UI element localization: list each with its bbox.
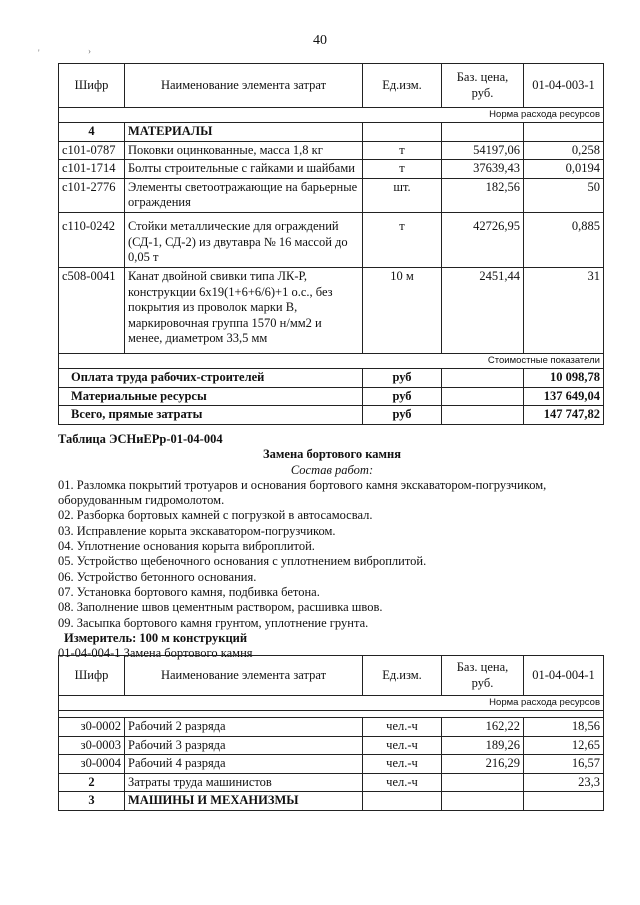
work-item: 09. Засыпка бортового камня грунтом, уплотнение грунта. [58,615,369,630]
row-norm: 31 [524,267,604,353]
row-norm: 18,56 [524,717,604,736]
row-price: 42726,95 [442,213,524,268]
norm-row [59,696,604,711]
row-unit: т [363,213,442,268]
header-name: Наименование элемента затрат [125,656,363,696]
row-unit: т [363,160,442,179]
rate-subtitle: 01-04-004-1 Замена бортового камня [58,646,253,661]
row-price: 182,56 [442,178,524,212]
row-name: Рабочий 3 разряда [125,736,363,755]
row-unit: чел.-ч [363,717,442,736]
section-number: 2 [59,773,125,792]
section-title: МАШИНЫ И МЕХАНИЗМЫ [125,792,363,811]
row-price: 54197,06 [442,141,524,160]
row-price: 162,22 [442,717,524,736]
table-row [59,267,604,353]
row-code: з0-0003 [59,736,125,755]
header-rate-code: 01-04-004-1 [524,656,604,696]
total-unit: руб [363,368,442,387]
row-code: с101-2776 [59,178,125,212]
total-value: 137 649,04 [524,387,604,406]
scan-mark: ' [38,48,40,58]
total-row [59,406,604,425]
works-heading: Состав работ: [290,462,374,477]
spacer-row [59,710,604,717]
section-unit: чел.-ч [363,773,442,792]
row-code: з0-0004 [59,755,125,774]
work-item: 06. Устройство бетонного основания. [58,569,257,584]
row-name: Болты строительные с гайками и шайбами [125,160,363,179]
section-norm: 23,3 [524,773,604,792]
cost-label-row [59,354,604,369]
total-unit: руб [363,406,442,425]
row-unit: шт. [363,178,442,212]
row-price: 37639,43 [442,160,524,179]
norm-row [59,108,604,123]
row-norm: 12,65 [524,736,604,755]
total-row [59,387,604,406]
row-unit: т [363,141,442,160]
row-unit: чел.-ч [363,736,442,755]
row-name: Рабочий 2 разряда [125,717,363,736]
row-price: 216,29 [442,755,524,774]
header-name: Наименование элемента затрат [125,64,363,108]
meter: Измеритель: 100 м конструкций [64,630,248,645]
row-norm: 50 [524,178,604,212]
section-number: 4 [59,122,125,141]
table-row [59,160,604,179]
row-name: Канат двойной свивки типа ЛК-Р, конструкции 6х19(1+6+6/6)+1 о.с., без покрытия из проволок марки В, маркировочная группа 1570 н/мм2 и менее, диаметром 33,5 мм [125,267,363,353]
norm-label: Норма расхода ресурсов [59,696,604,711]
table-row [59,141,604,160]
total-unit: руб [363,387,442,406]
row-price: 2451,44 [442,267,524,353]
section-title: Замена бортового камня [263,447,401,462]
header-price: Баз. цена, руб. [442,64,524,108]
work-item: 05. Устройство щебеночного основания с уплотнением виброплитой. [58,554,427,569]
row-name: Поковки оцинкованные, масса 1,8 кг [125,141,363,160]
header-price: Баз. цена, руб. [442,656,524,696]
table-row [59,736,604,755]
section-number: 3 [59,792,125,811]
header-unit: Ед.изм. [363,64,442,108]
resource-table-1 [58,63,604,425]
row-norm: 16,57 [524,755,604,774]
scan-mark: › [88,46,91,56]
table-header [59,656,604,696]
work-item: 04. Уплотнение основания корыта виброплитой. [58,539,315,554]
table-id: Таблица ЭСНиЕРр-01-04-004 [58,432,223,446]
total-value: 10 098,78 [524,368,604,387]
work-item: оборудованным гидромолотом. [58,493,225,508]
work-item: 02. Разборка бортовых камней с погрузкой в автосамосвал. [58,508,373,523]
row-name: Элементы светоотражающие на барьерные ограждения [125,178,363,212]
row-unit: чел.-ч [363,755,442,774]
row-code: с101-0787 [59,141,125,160]
section-row [59,122,604,141]
row-norm: 0,0194 [524,160,604,179]
total-name: Всего, прямые затраты [59,406,363,425]
row-code: с101-1714 [59,160,125,179]
total-name: Материальные ресурсы [59,387,363,406]
row-code: с110-0242 [59,213,125,268]
table-row [59,755,604,774]
work-item: 08. Заполнение швов цементным раствором, расшивка швов. [58,600,383,615]
resource-table-2 [58,655,604,811]
header-rate-code: 01-04-003-1 [524,64,604,108]
section-name: Затраты труда машинистов [125,773,363,792]
row-norm: 0,258 [524,141,604,160]
row-price: 189,26 [442,736,524,755]
row-name: Рабочий 4 разряда [125,755,363,774]
work-item: 07. Установка бортового камня, подбивка бетона. [58,584,320,599]
table-row [59,213,604,268]
total-row [59,368,604,387]
row-norm: 0,885 [524,213,604,268]
section-row [59,773,604,792]
page-number: 40 [313,33,327,48]
header-code: Шифр [59,656,125,696]
row-code: з0-0002 [59,717,125,736]
cost-label: Стоимостные показатели [59,354,604,369]
header-unit: Ед.изм. [363,656,442,696]
total-value: 147 747,82 [524,406,604,425]
work-item: 03. Исправление корыта экскаватором-погрузчиком. [58,523,336,538]
row-unit: 10 м [363,267,442,353]
header-code: Шифр [59,64,125,108]
row-name: Стойки металлические для ограждений (СД-1, СД-2) из двутавра № 16 массой до 0,05 т [125,213,363,268]
table-row [59,178,604,212]
section-title: МАТЕРИАЛЫ [125,122,363,141]
work-item: 01. Разломка покрытий тротуаров и основания бортового камня экскаватором-погрузчиком, [58,477,547,492]
table-header [59,64,604,108]
row-code: с508-0041 [59,267,125,353]
total-name: Оплата труда рабочих-строителей [59,368,363,387]
section-row [59,792,604,811]
norm-label: Норма расхода ресурсов [59,108,604,123]
section-intro [58,432,606,661]
table-row [59,717,604,736]
